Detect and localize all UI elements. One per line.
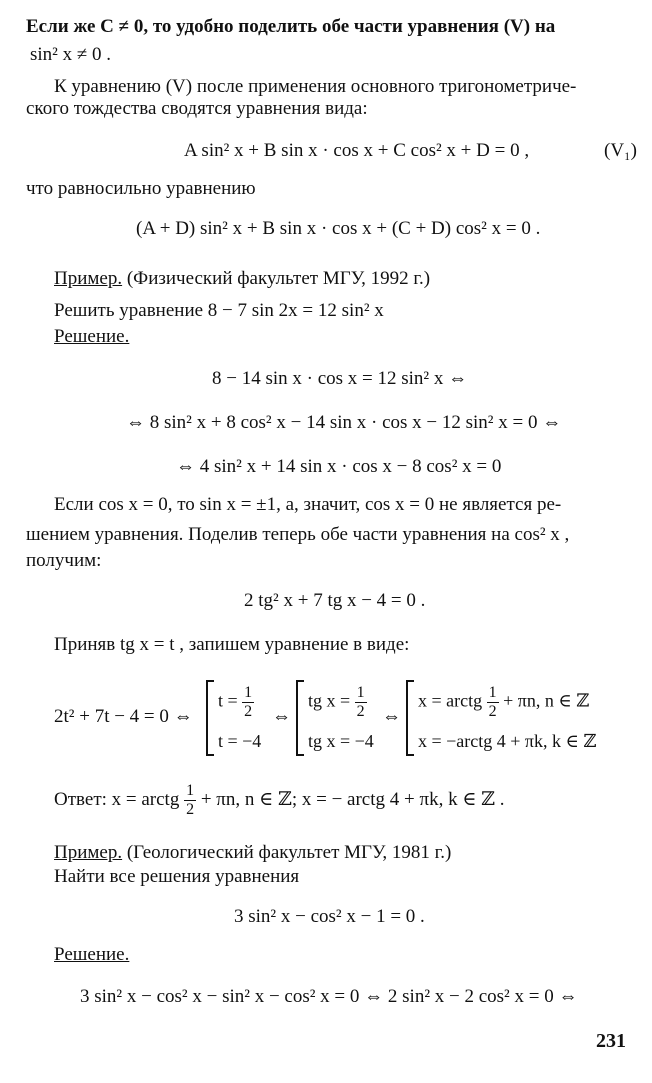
answer-line [54,782,505,819]
equation-tag: (V₁) [604,140,637,161]
text-line: получим: [26,550,102,571]
text-line: sin² x ≠ 0 . [30,44,112,65]
example-source: (Физический факультет МГУ, 1992 г.) [126,268,431,289]
equivalence-arrow: ⇔ [272,706,291,727]
fraction-numerator: 1 [356,684,365,701]
equivalence-arrow: ⇔ [382,706,401,727]
system-line [418,684,589,721]
fraction-numerator: 1 [186,782,195,799]
system-line [308,684,367,721]
answer-text: Ответ: x = arctg [54,788,180,810]
example-label: Пример. [54,268,123,289]
equation: 3 sin² x − cos² x − 1 = 0 . [234,906,425,927]
text-line: ского тождества сводятся уравнения вида: [26,98,368,119]
fraction-denominator: 2 [488,703,497,720]
solution-label: Решение. [54,944,130,965]
left-bracket-2 [296,680,304,756]
equation: 2 tg² x + 7 tg x − 4 = 0 . [244,590,426,611]
left-bracket-1 [206,680,214,756]
example-heading [54,842,451,864]
solution-label: Решение. [54,326,130,347]
fraction [355,684,367,721]
fraction [487,684,499,721]
text-line: что равносильно уравнению [26,178,256,199]
example-heading [54,268,430,290]
equation: 3 sin² x − cos² x − sin² x − cos² x = 0 ⇔ 2 sin² x − 2 cos² x = 0 ⇔ [80,986,578,1007]
page-number: 231 [596,1030,626,1052]
fraction-denominator: 2 [356,703,365,720]
equation: A sin² x + B sin x · cos x + C cos² x + D = 0 , [184,140,530,161]
equation: 2t² + 7t − 4 = 0 ⇔ [54,706,193,727]
answer-text: + πn, n ∈ ℤ; x = − arctg 4 + πk, k ∈ ℤ . [200,788,505,810]
equation: ⇔ 4 sin² x + 14 sin x · cos x − 8 cos² x = 0 [176,456,502,477]
equation: (A + D) sin² x + B sin x · cos x + (C + D) cos² x = 0 . [136,218,541,239]
system-text: x = arctg [418,690,483,711]
example-source: (Геологический факультет МГУ, 1981 г.) [126,842,452,863]
system-line: x = −arctg 4 + πk, k ∈ ℤ [418,731,597,751]
text-line: Найти все решения уравнения [54,866,300,887]
left-bracket-3 [406,680,414,756]
system-text: + πn, n ∈ ℤ [503,690,590,711]
text-line: К уравнению (V) после применения основного тригонометриче- [54,76,577,97]
equation: 8 − 14 sin x · cos x = 12 sin² x ⇔ [212,368,468,389]
system-text: tg x = [308,690,351,711]
system-text: t = [218,690,238,711]
example-label: Пример. [54,842,123,863]
text-line: Приняв tg x = t , запишем уравнение в виде: [54,634,410,655]
system-line: tg x = −4 [308,731,374,751]
system-line [218,684,254,721]
fraction [184,782,196,819]
fraction-denominator: 2 [186,801,195,818]
equation: ⇔ 8 sin² x + 8 cos² x − 14 sin x · cos x − 12 sin² x = 0 ⇔ [126,412,562,433]
text-line: Если же C ≠ 0, то удобно поделить обе части уравнения (V) на [26,16,556,37]
fraction [242,684,254,721]
text-line: Если cos x = 0, то sin x = ±1, а, значит, cos x = 0 не является ре- [54,494,562,515]
system-line: t = −4 [218,731,262,751]
fraction-numerator: 1 [244,684,253,701]
fraction-numerator: 1 [488,684,497,701]
fraction-denominator: 2 [244,703,253,720]
text-line: Решить уравнение 8 − 7 sin 2x = 12 sin² x [54,300,384,321]
text-line: шением уравнения. Поделив теперь обе части уравнения на cos² x , [26,524,570,545]
